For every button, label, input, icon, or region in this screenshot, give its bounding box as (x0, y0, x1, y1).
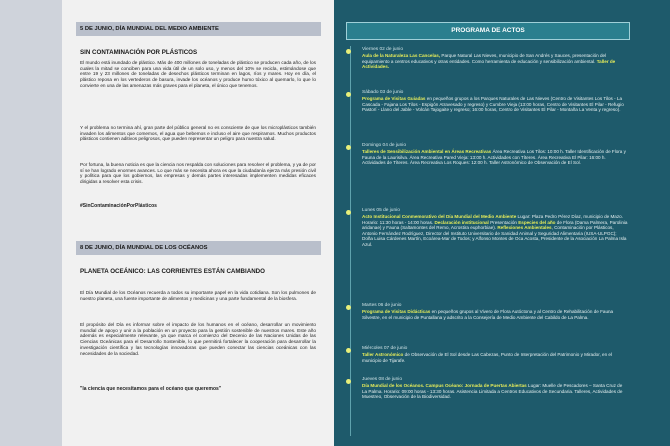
event-text (362, 149, 628, 166)
reflections-highlight: Reflexiones Ambientales (497, 225, 552, 230)
event-body: Lugar: Muelle de Pescadores – Santa Cruz de La Palma. Horario: 09:00 horas - 13:30 horas. Asistencia Limitada a Centros Educativos de Secundaria. Talleres, Actividades de Muestreo, Observación de la Biodiversidad. (362, 383, 623, 399)
timeline-dot (346, 145, 351, 150)
event-text (362, 214, 628, 247)
right-page-program (334, 0, 670, 446)
event-date: Domingo 04 de junio (362, 143, 407, 148)
timeline-dot (346, 49, 351, 54)
event-date: Viernes 02 de junio (362, 47, 403, 52)
paragraph-plastics-1: El mundo está inundado de plástico. Más de 400 millones de toneladas de plástico se producen cada año, de los cuales la mitad se conciben para una vida útil de un solo uso, y menos del 10% se recicla, estimándose que entre 19 y 23 millones de toneladas de desechos plásticos terminan en lagos, ríos y mares. Hoy en día, el plástico reposa en los vertederos de basura, invade los océanos y produce humo tóxico al quemarlo, lo que lo convierte en una de las amenazas más graves para el planeta, el único que tenemos. (80, 60, 316, 88)
event-text (362, 53, 628, 70)
event-title: Programa de Visitas Guiadas (362, 96, 426, 101)
timeline-dot (346, 92, 351, 97)
reflections-text: , Contaminación por Plásticos, Antonio Fernández Rodríguez, Director del Instituto Universitario de Sanidad Animal y Seguridad Alimentaria (IUSA-ULPGC); Doña Luisa Cárdenes Martín, Ecoárea-Mar de Todos; y Alfonso Montes de Oca Acosta, Presidente de la Asociación La Palma Isla Azul. (362, 225, 627, 247)
section-title-oceans: PLANETA OCEÁNICO: LAS CORRIENTES ESTÁN CAMBIANDO (80, 268, 265, 275)
species-text-c: de Flora (Dama Palmera, Parolinia aridanae) y Fauna (Saltamontes del Remo, Acrostira euphorbiae). (362, 219, 628, 230)
event-title: Aula de la Naturaleza Las Cancelas, (362, 53, 441, 58)
event-text (362, 309, 628, 320)
event-tail: Declaración institucional (434, 219, 489, 225)
timeline-line (350, 46, 351, 436)
timeline-dot (346, 348, 351, 353)
left-page (0, 0, 334, 446)
event-date: Jueves 08 de junio (362, 377, 403, 382)
left-margin-strip (0, 0, 62, 446)
event-title: Taller Astronómico (362, 352, 404, 357)
section-header-environment-day: 5 DE JUNIO, DÍA MUNDIAL DEL MEDIO AMBIENTE (76, 22, 321, 36)
event-body: en pequeños grupos al Vivero de Flora Autóctona y al Centro de Rehabilitación de Fauna Silvestre, en el municipio de Puntallana y adscrito a la Consejería de Medio Ambiente del Cabildo de La Palma. (362, 309, 614, 320)
event-text (362, 352, 628, 363)
event-date: Sábado 03 de junio (362, 90, 404, 95)
hashtag-plastics: #SinContaminaciónPorPlásticos (80, 203, 157, 209)
event-body: Parque Natural Las Nieves, municipio de San Andrés y Sauces, presentación del equipamiento a centros educativos y otras entidades. Como herramienta de educación y sensibilización ambiental. (362, 53, 607, 64)
species-text-a: Presentación (490, 219, 519, 225)
section-title-plastics: SIN CONTAMINACIÓN POR PLÁSTICOS (80, 49, 198, 56)
event-body: de Observación de El Sol desde Las Cabezas, Punto de Interpretación del Patrimonio y Mirador, en el municipio de Tijarafe. (362, 352, 612, 363)
oceans-quote: "la ciencia que necesitamos para el océano que queremos" (80, 386, 222, 392)
timeline-dot (346, 305, 351, 310)
paragraph-plastics-3: Por fortuna, la buena noticia es que la ciencia nos respalda con soluciones para resolver el problema, y ya de por sí se han logrado enormes avances. Lo que más se necesita ahora es que la ciudadanía ejerza más presión civil y política para que los gobiernos, las empresas y demás partes interesadas implementen medidas eficaces dirigidas a resolver esta crisis. (80, 162, 316, 185)
event-tail: Taller de Actividades. (362, 58, 616, 69)
paragraph-oceans-2: El propósito del Día es informar sobre el impacto de los humanos en el océano, desarrollar un movimiento mundial de apoyo y unir a la población en un proyecto para la gestión sostenible de nuestros mares. Este año además es especialmente relevante, ya que marca el comienzo del Decenio de las Naciones Unidas de las Ciencias Oceánicas para el Desarrollo Sostenible, lo que permitirá fortalecer la cooperación para desarrollar la investigación científica y las tecnologías innovadoras que pueden conectar las ciencias oceánicas con las necesidades de la sociedad. (80, 322, 316, 356)
event-title: Talleres de Sensibilización Ambiental en Áreas Recreativas (362, 149, 492, 154)
event-title: Día Mundial de los Océanos. Campus Océano: Jornada de Puertas Abiertas (362, 383, 527, 388)
event-date: Miércoles 07 de junio (362, 346, 408, 351)
event-title: Acto Institucional Conmemorativo del Día Mundial del Medio Ambiente (362, 214, 517, 219)
timeline-dot (346, 379, 351, 384)
paragraph-plastics-2: Y el problema no termina ahí, gran parte del público general no es consciente de que los microplásticos también invaden los alimentos que comemos, el agua que bebemos e incluso el aire que respiramos. Muchos productos plásticos contienen aditivos peligrosos, que pueden representar un peligro para nuestra salud. (80, 125, 316, 142)
paragraph-oceans-1: El Día Mundial de los Océanos recuerda a todos su importante papel en la vida cotidiana. Son los pulmones de nuestro planeta, una fuente importante de alimentos y medicinas y una parte fundamental de la biosfera. (80, 290, 316, 301)
event-body: Lugar: Plaza Pedro Pérez Díaz, municipio de Mazo. Horario: 11:30 horas - 14:00 horas. (362, 214, 623, 225)
species-highlight: Especies del año (518, 219, 556, 225)
section-header-oceans-day: 8 DE JUNIO, DÍA MUNDIAL DE LOS OCÉANOS (76, 241, 321, 255)
event-text (362, 383, 628, 400)
event-date: Martes 06 de junio (362, 303, 402, 308)
event-text (362, 96, 628, 113)
timeline-dot (346, 210, 351, 215)
left-content (76, 0, 321, 446)
program-header: PROGRAMA DE ACTOS (346, 22, 630, 40)
event-body: Área Recreativa Los Tilos: 10:00 h. Taller Identificación de Flora y Fauna de la Laurisilva. Área Recreativa Pared Vieja: 13:00 h. Actividades con Títeres. Área Recreativa El Pilar: 16:00 h. Actividades de Títeres. Área Recreativa Los Roques: 12:00 h. Taller Astronómico de Observación de El Sol. (362, 149, 626, 165)
event-body: en pequeños grupos a los Parques Naturales de Las Nieves (Centro de Visitantes Los Tilos - La Cascada - Fajana Los Tilos - Espigón Atravesado y regreso) y Cumbre Vieja (13:00 horas, Centro de Visitantes El Pilar - Refugio Pastorí - Llano del Jable - Volcán Tajogaite y regreso; 16:00 horas, Centro de Visitantes El Pilar - Montaña La Venta y regreso). (362, 96, 624, 112)
event-title: Programa de Visitas Didácticas (362, 309, 431, 314)
event-date: Lunes 05 de junio (362, 208, 400, 213)
